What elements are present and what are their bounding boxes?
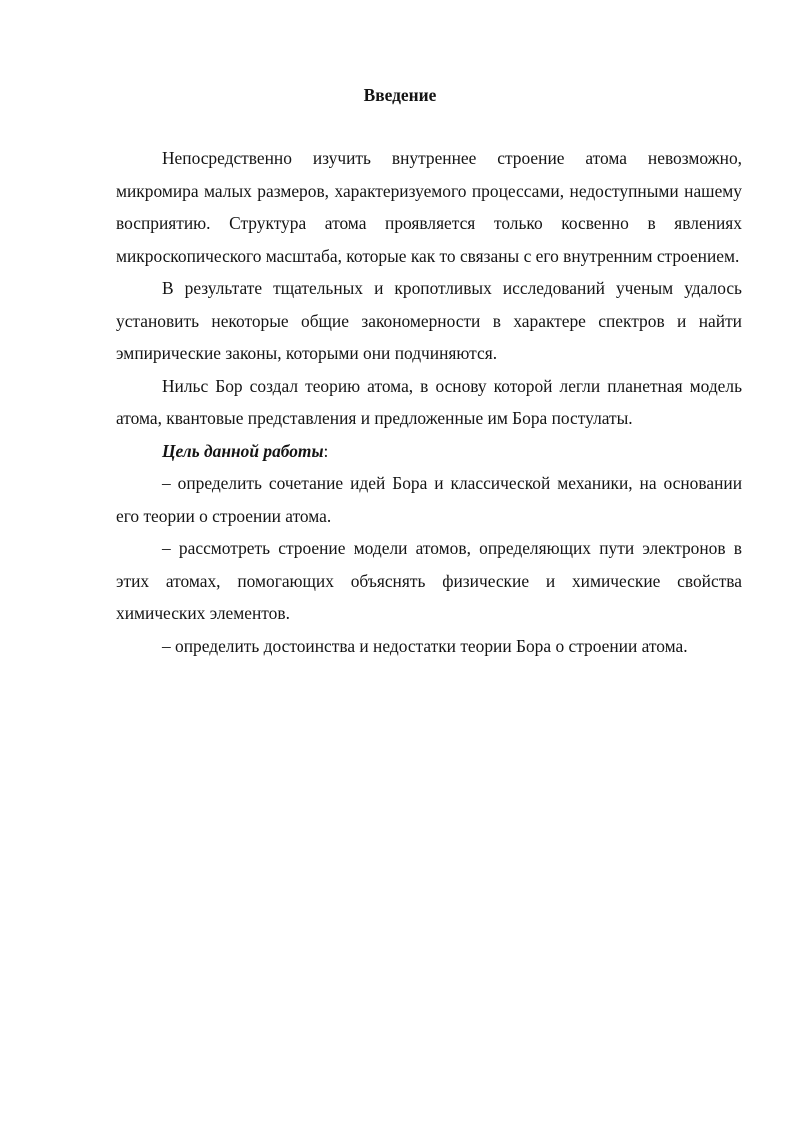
goals-label-suffix: : [323, 440, 329, 461]
paragraph-2: В результате тщательных и кропотливых исследований ученым удалось установить некоторые общие закономерности в характере спектров и найти эмпирические законы, которыми они подчиняются. [116, 278, 742, 363]
goals-label: Цель данной работы [162, 440, 324, 461]
goal-item-2: – рассмотреть строение модели атомов, определяющих пути электронов в этих атомах, помогающих объяснять физические и химические свойства химических элементов. [116, 538, 742, 623]
paragraph-1: Непосредственно изучить внутреннее строение атома невозможно, микромира малых размеров, характеризуемого процессами, недоступными нашему восприятию. Структура атома проявляется только косвенно в явлениях микроскопического масштаба, которые как то связаны с его внутренним строением. [116, 148, 742, 266]
goal-item-1: – определить сочетание идей Бора и классической механики, на основании его теории о строении атома. [116, 473, 742, 526]
page-title: Введение [363, 85, 437, 105]
goal-item-3: – определить достоинства и недостатки теории Бора о строении атома. [162, 635, 688, 656]
document-body [116, 142, 742, 662]
goals-heading [116, 435, 742, 468]
paragraph-3: Нильс Бор создал теорию атома, в основу которой легли планетная модель атома, квантовые представления и предложенные им Бора постулаты. [116, 375, 742, 428]
